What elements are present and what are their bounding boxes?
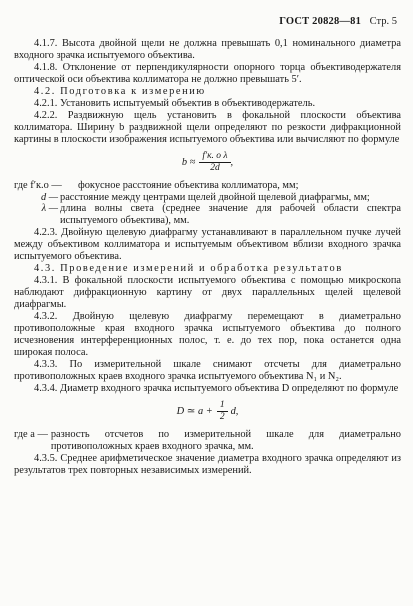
document-body	[14, 38, 401, 477]
page-header	[279, 16, 397, 27]
definition-symbol: λ —	[41, 203, 58, 215]
formula-pupil-diameter	[14, 397, 401, 427]
formula-numerator: 1	[217, 400, 228, 412]
paragraph-4-2-3: 4.2.3. Двойную щелевую диафрагму устанавливают в параллельном пучке лучей между объективом коллиматора и испытуемым объективом вблизи входного зрачка испытуемого объектива.	[14, 227, 401, 263]
definitions-list	[14, 180, 401, 228]
definition-item	[14, 429, 401, 453]
section-heading-4-3: 4.3. Проведение измерений и обработка результатов	[34, 263, 343, 275]
paragraph-4-3-5: 4.3.5. Среднее арифметическое значение диаметра входного зрачка определяют из результатов трех повторных независимых измерений.	[14, 452, 401, 476]
section-heading-4-2: 4.2. Подготовка к измерению	[34, 85, 206, 97]
formula-denominator: 2d	[210, 163, 220, 174]
definition-item	[14, 180, 401, 192]
definition-text: разность отсчетов по измерительной шкале для диаметрально противоположных краев входного зрачка, мм.	[50, 428, 401, 452]
definition-symbol: d —	[40, 191, 58, 203]
paragraph-4-1-7: 4.1.7. Высота двойной щели не должна превышать 0,1 номинального диаметра входного зрачка испытуемого объектива.	[14, 38, 401, 61]
gost-number: ГОСТ 20828—81	[279, 16, 362, 27]
definition-text: длина волны света (среднее значение для рабочей области спектра испытуемого объектива), мм.	[60, 203, 401, 227]
formula-fraction	[217, 400, 228, 423]
paragraph-4-2-1: 4.2.1. Установить испытуемый объектив в объективодержатель.	[34, 97, 316, 109]
formula-denominator: 2	[219, 412, 225, 423]
definition-text: фокусное расстояние объектива коллиматора, мм;	[78, 179, 299, 191]
formula-lhs: D ≃ a +	[176, 405, 213, 417]
paragraph-4-3-4: 4.3.4. Диаметр входного зрачка испытуемого объектива D определяют по формуле	[34, 382, 399, 394]
paragraph-4-3-1: 4.3.1. В фокальной плоскости испытуемого объектива с помощью микроскопа наблюдают дифракционную картину от двух параллельных щелей щелевой диафрагмы.	[14, 275, 401, 311]
paragraph-4-1-8: 4.1.8. Отклонение от перпендикулярности опорного торца объективодержателя оптической оси объектива коллиматора не должно превышать 5′.	[14, 61, 401, 85]
definition-symbol: где a —	[14, 428, 48, 440]
definition-item	[14, 192, 401, 204]
formula-numerator: f′к. о λ	[199, 151, 230, 163]
formula-lhs: b ≈	[181, 156, 196, 168]
formula-tail: d,	[230, 405, 239, 417]
formula-fraction	[199, 151, 230, 174]
definition-text: расстояние между центрами щелей двойной щелевой диафрагмы, мм;	[60, 191, 370, 203]
page-number: Стр. 5	[369, 16, 397, 27]
paragraph-4-3-2: 4.3.2. Двойную щелевую диафрагму перемещают в диаметрально противоположные края входного зрачка испытуемого объектива до полного исчезновения интерференционных полос, т. е. до тех пор, пока останется одна широкая полоса.	[14, 311, 401, 358]
formula-slit-width	[14, 148, 401, 178]
definition-item	[14, 203, 401, 227]
definition-symbol: где f′к.о —	[14, 179, 62, 191]
paragraph-4-3-3: 4.3.3. По измерительной шкале снимают отсчеты для диаметрально противоположных краев входного зрачка испытуемого объектива N₁ и N₂.	[14, 358, 401, 382]
paragraph-4-2-2: 4.2.2. Раздвижную щель установить в фокальной плоскости объектива коллиматора. Ширину b раздвижной щели определяют по резкости дифракционной картины в плоскости изображения испытуемого объектива или вычисляют по формуле	[14, 109, 401, 145]
formula-tail: ,	[230, 156, 234, 168]
